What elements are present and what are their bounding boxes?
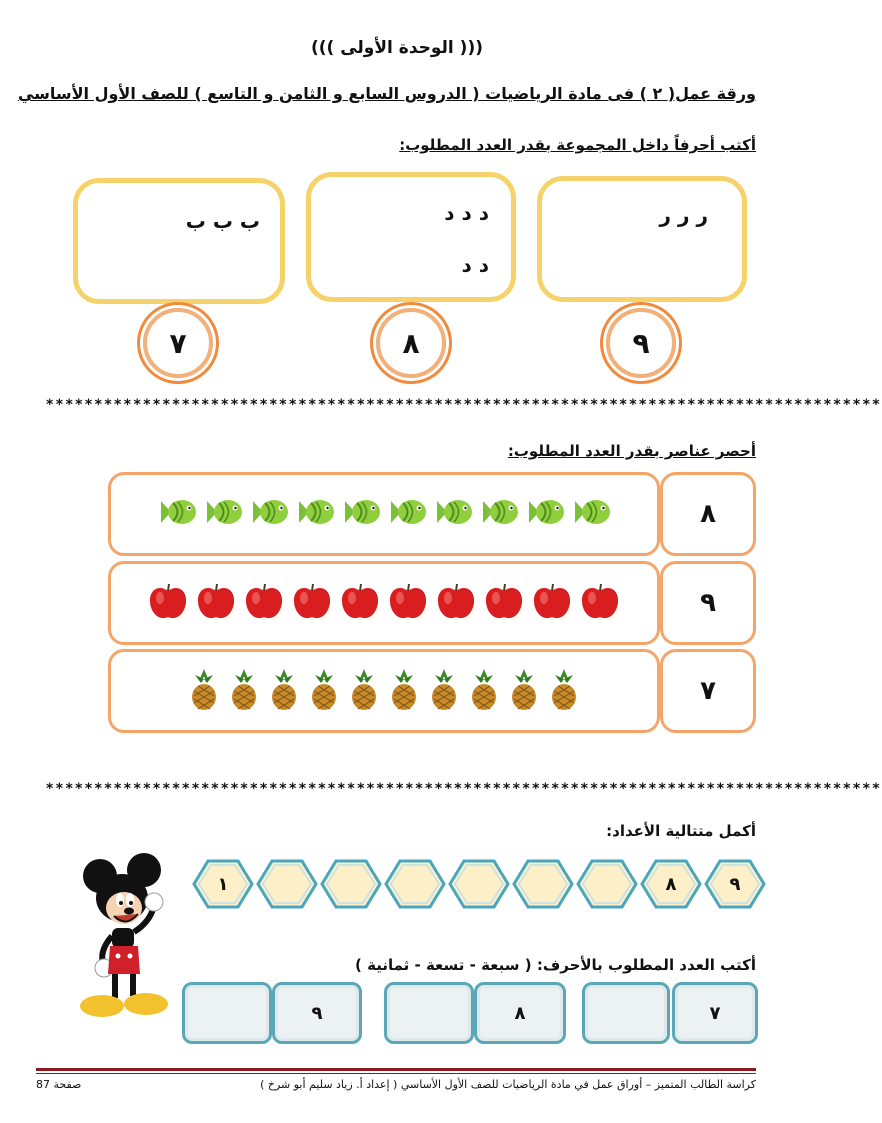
apple-icon [531,580,573,626]
apple-icon [339,580,381,626]
letter-group-d[interactable] [306,172,516,302]
sequence-value: ٩ [729,873,741,895]
sequence-cell[interactable] [320,859,382,909]
sequence-cell [640,859,702,909]
sequence-value [576,859,638,909]
letter-group-r[interactable] [537,176,747,302]
footer-rule [36,1068,756,1071]
apple-icon [147,580,189,626]
pineapple-icon [507,667,541,715]
sheet-title: ورقة عمل( ٢ ) فى مادة الرياضيات ( الدروس السابع و الثامن و التاسع ) للصف الأول الأساسي [17,84,756,103]
separator-stars: ************************************************************************************** [46,781,882,797]
sequence-cell[interactable] [256,859,318,909]
apple-icon [195,580,237,626]
count-box-pineapples[interactable] [108,649,660,733]
pineapple-icon [387,667,421,715]
fish-icon [157,495,197,533]
apple-icon [243,580,285,626]
group-letters-row1: ب ب ب [185,209,260,233]
fish-icon [295,495,335,533]
word-answer-box[interactable] [182,982,272,1044]
word-answer-box[interactable] [582,982,670,1044]
sequence-value: ٨ [665,873,677,895]
word-pair-number: ٩ [272,982,362,1044]
count-box-fish[interactable] [108,472,660,556]
sequence-cell[interactable] [576,859,638,909]
word-answer-box[interactable] [384,982,474,1044]
sequence-value [320,859,382,909]
count-number: ٩ [660,561,756,645]
pineapple-icon [427,667,461,715]
word-pair-number: ٧ [672,982,758,1044]
apple-icon [387,580,429,626]
sequence-cell [192,859,254,909]
sequence-cell [704,859,766,909]
target-number-circle: ٨ [376,308,446,378]
apple-items [111,564,657,642]
fish-icon [203,495,243,533]
fish-icon [249,495,289,533]
separator-stars: ************************************************************************************** [46,397,882,413]
pineapple-icon [347,667,381,715]
apple-icon [291,580,333,626]
group-letters-row2: د د [461,253,489,277]
pineapple-icon [227,667,261,715]
fish-icon [525,495,565,533]
sequence-value: ١ [217,873,229,895]
fish-icon [341,495,381,533]
fish-items [111,475,657,553]
pineapple-icon [187,667,221,715]
sequence-value [448,859,510,909]
sequence-value [256,859,318,909]
section2-instruction: أحصر عناصر بقدر العدد المطلوب: [507,442,756,460]
fish-icon [571,495,611,533]
unit-title: ((( الوحدة الأولى ))) [311,38,483,58]
group-letters-row1: ر ر ر [659,203,708,227]
count-number: ٧ [660,649,756,733]
sequence-value [512,859,574,909]
pineapple-icon [307,667,341,715]
word-pair-number: ٨ [474,982,566,1044]
pineapple-icon [467,667,501,715]
fish-icon [479,495,519,533]
target-number-circle: ٧ [143,308,213,378]
apple-icon [579,580,621,626]
section3-instruction: أكمل متتالية الأعداد: [606,822,756,840]
fish-icon [387,495,427,533]
target-number-circle: ٩ [606,308,676,378]
pineapple-icon [267,667,301,715]
pineapple-icon [547,667,581,715]
fish-icon [433,495,473,533]
sequence-value [384,859,446,909]
footer-credit: كراسة الطالب المتميز – أوراق عمل في مادة الرياضيات للصف الأول الأساسي ( إعداد أ. زياد سليم أبو شرخ ) [260,1078,756,1091]
section4-instruction: أكتب العدد المطلوب بالأحرف: ( سبعة - تسعة - ثمانية ) [355,956,756,974]
apple-icon [435,580,477,626]
apple-icon [483,580,525,626]
pineapple-items [111,652,657,730]
count-box-apples[interactable] [108,561,660,645]
sequence-cell[interactable] [384,859,446,909]
sequence-row [186,856,766,912]
count-number: ٨ [660,472,756,556]
mickey-mouse-icon [74,856,174,1024]
group-letters-row1: د د د [444,201,489,225]
page-number: صفحة 87 [36,1078,82,1091]
footer-rule [36,1073,756,1074]
sequence-cell[interactable] [448,859,510,909]
sequence-cell[interactable] [512,859,574,909]
section1-instruction: أكتب أحرفاً داخل المجموعة بقدر العدد المطلوب: [399,136,756,154]
letter-group-b[interactable] [73,178,285,304]
